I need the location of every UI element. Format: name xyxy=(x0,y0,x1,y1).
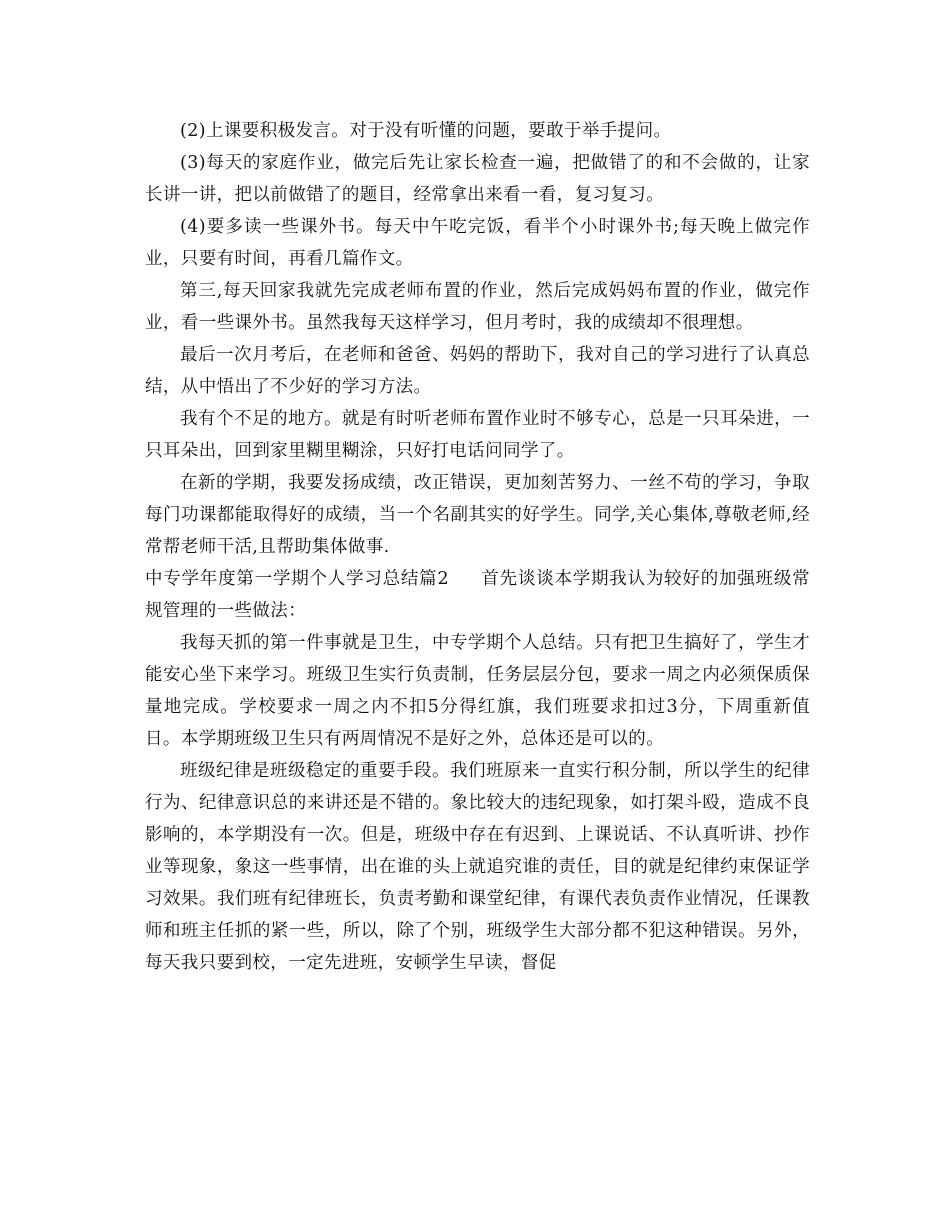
paragraph-6: 我有个不足的地方。就是有时听老师布置作业时不够专心，总是一只耳朵进，一只耳朵出，回到家里糊里糊涂，只好打电话问同学了。 xyxy=(145,409,810,461)
paragraph-3: (4)要多读一些课外书。每天中午吃完饭，看半个小时课外书;每天晚上做完作业，只要有时间，再看几篇作文。 xyxy=(145,217,810,269)
paragraph-2: (3)每天的家庭作业，做完后先让家长检查一遍，把做错了的和不会做的，让家长讲一讲，把以前做错了的题目，经常拿出来看一看，复习复习。 xyxy=(145,153,810,205)
paragraph-1: (2)上课要积极发言。对于没有听懂的问题，要敢于举手提问。 xyxy=(180,121,672,141)
paragraph-7: 在新的学期，我要发扬成绩，改正错误，更加刻苦努力、一丝不苟的学习，争取每门功课都能取得好的成绩，当一个名副其实的好学生。同学,关心集体,尊敬老师,经常帮老师干活,且帮助集体做事. xyxy=(145,473,810,557)
section-title: 中专学年度第一学期个人学习总结篇2 xyxy=(145,569,449,589)
section-intro: 首先谈谈本学期我认为较好的加强班级常规管理的一些做法： xyxy=(145,569,810,621)
document-body xyxy=(145,115,810,979)
section-heading xyxy=(145,563,810,627)
paragraph-8: 我每天抓的第一件事就是卫生，中专学期个人总结。只有把卫生搞好了，学生才能安心坐下来学习。班级卫生实行负责制，任务层层分包，要求一周之内必须保质保量地完成。学校要求一周之内不扣5分得红旗，我们班要求扣过3分，下周重新值日。本学期班级卫生只有两周情况不是好之外，总体还是可以的。 xyxy=(145,633,810,749)
paragraph-5: 最后一次月考后，在老师和爸爸、妈妈的帮助下，我对自己的学习进行了认真总结，从中悟出了不少好的学习方法。 xyxy=(145,345,810,397)
paragraph-9: 班级纪律是班级稳定的重要手段。我们班原来一直实行积分制，所以学生的纪律行为、纪律意识总的来讲还是不错的。象比较大的违纪现象，如打架斗殴，造成不良影响的，本学期没有一次。但是，班级中存在有迟到、上课说话、不认真听讲、抄作业等现象，象这一些事情，出在谁的头上就追究谁的责任，目的就是纪律约束保证学习效果。我们班有纪律班长，负责考勤和课堂纪律，有课代表负责作业情况，任课教师和班主任抓的紧一些，所以，除了个别，班级学生大部分都不犯这种错误。另外，每天我只要到校，一定先进班，安顿学生早读，督促 xyxy=(145,761,810,973)
paragraph-4: 第三,每天回家我就先完成老师布置的作业，然后完成妈妈布置的作业，做完作业，看一些课外书。虽然我每天这样学习，但月考时，我的成绩却不很理想。 xyxy=(145,281,810,333)
